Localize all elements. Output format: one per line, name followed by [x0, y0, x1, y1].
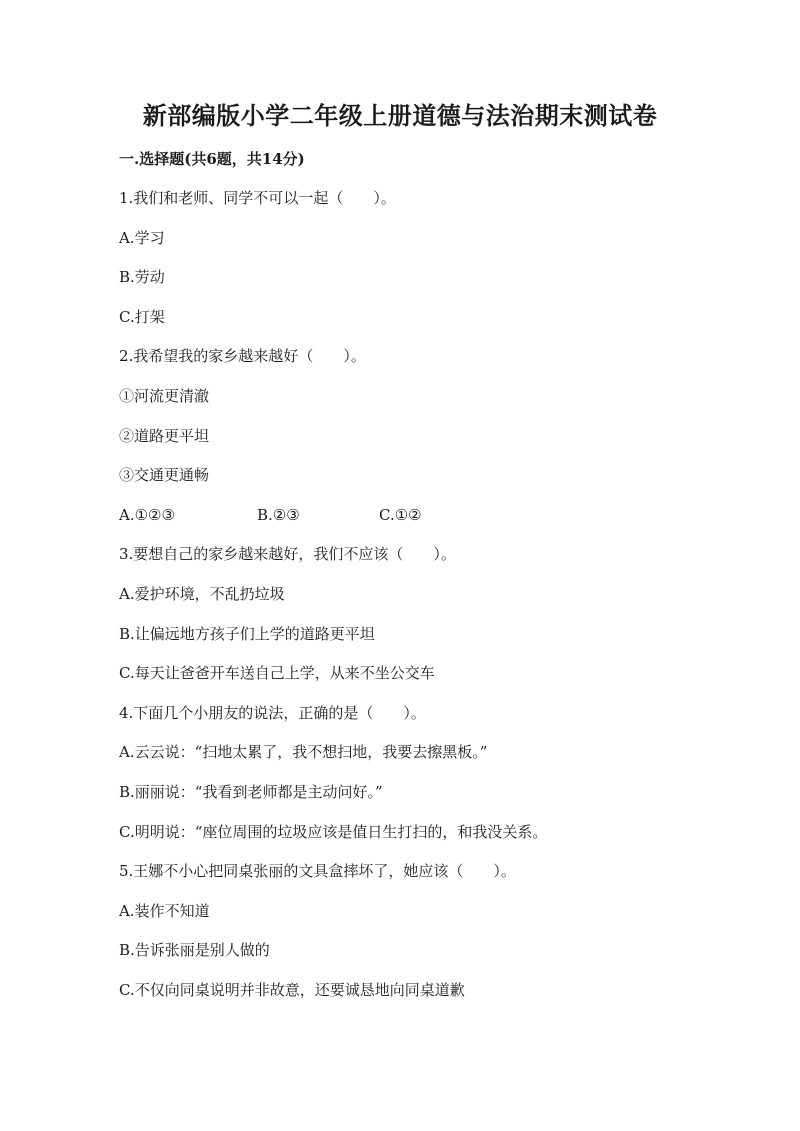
question-1-option-c: C.打架 — [119, 308, 165, 326]
question-3-option-b: B.让偏远地方孩子们上学的道路更平坦 — [119, 625, 375, 643]
question-1-option-a: A.学习 — [119, 229, 165, 247]
question-2-option-c: C.①② — [379, 506, 422, 524]
question-2-item-3: ③交通更通畅 — [119, 466, 210, 484]
question-3-option-c: C.每天让爸爸开车送自己上学，从来不坐公交车 — [119, 664, 435, 682]
question-5-stem: 5.王娜不小心把同桌张丽的文具盒摔坏了，她应该（ ）。 — [119, 862, 516, 880]
question-5-option-a: A.装作不知道 — [119, 902, 210, 920]
question-4-option-a: A.云云说：“扫地太累了，我不想扫地，我要去擦黑板。” — [119, 743, 488, 761]
question-2-option-b: B.②③ — [257, 506, 300, 524]
question-5-option-b: B.告诉张丽是别人做的 — [119, 941, 270, 959]
question-1-option-b: B.劳动 — [119, 268, 165, 286]
question-2-item-2: ②道路更平坦 — [119, 427, 210, 445]
question-4-option-b: B.丽丽说：“我看到老师都是主动问好。” — [119, 783, 383, 801]
section-header: 一.选择题(共6题，共14分) — [119, 150, 305, 168]
question-1-stem: 1.我们和老师、同学不可以一起（ ）。 — [119, 189, 396, 207]
question-3-option-a: A.爱护环境，不乱扔垃圾 — [119, 585, 285, 603]
question-2-stem: 2.我希望我的家乡越来越好（ ）。 — [119, 347, 366, 365]
question-3-stem: 3.要想自己的家乡越来越好，我们不应该（ ）。 — [119, 545, 456, 563]
question-4-stem: 4.下面几个小朋友的说法，正确的是（ ）。 — [119, 704, 426, 722]
question-2-item-1: ①河流更清澈 — [119, 387, 210, 405]
question-4-option-c: C.明明说：“座位周围的垃圾应该是值日生打扫的，和我没关系。 — [119, 823, 548, 841]
question-5-option-c: C.不仅向同桌说明并非故意，还要诚恳地向同桌道歉 — [119, 981, 465, 999]
question-2-option-a: A.①②③ — [119, 506, 175, 524]
page-title: 新部编版小学二年级上册道德与法治期末测试卷 — [142, 101, 658, 130]
